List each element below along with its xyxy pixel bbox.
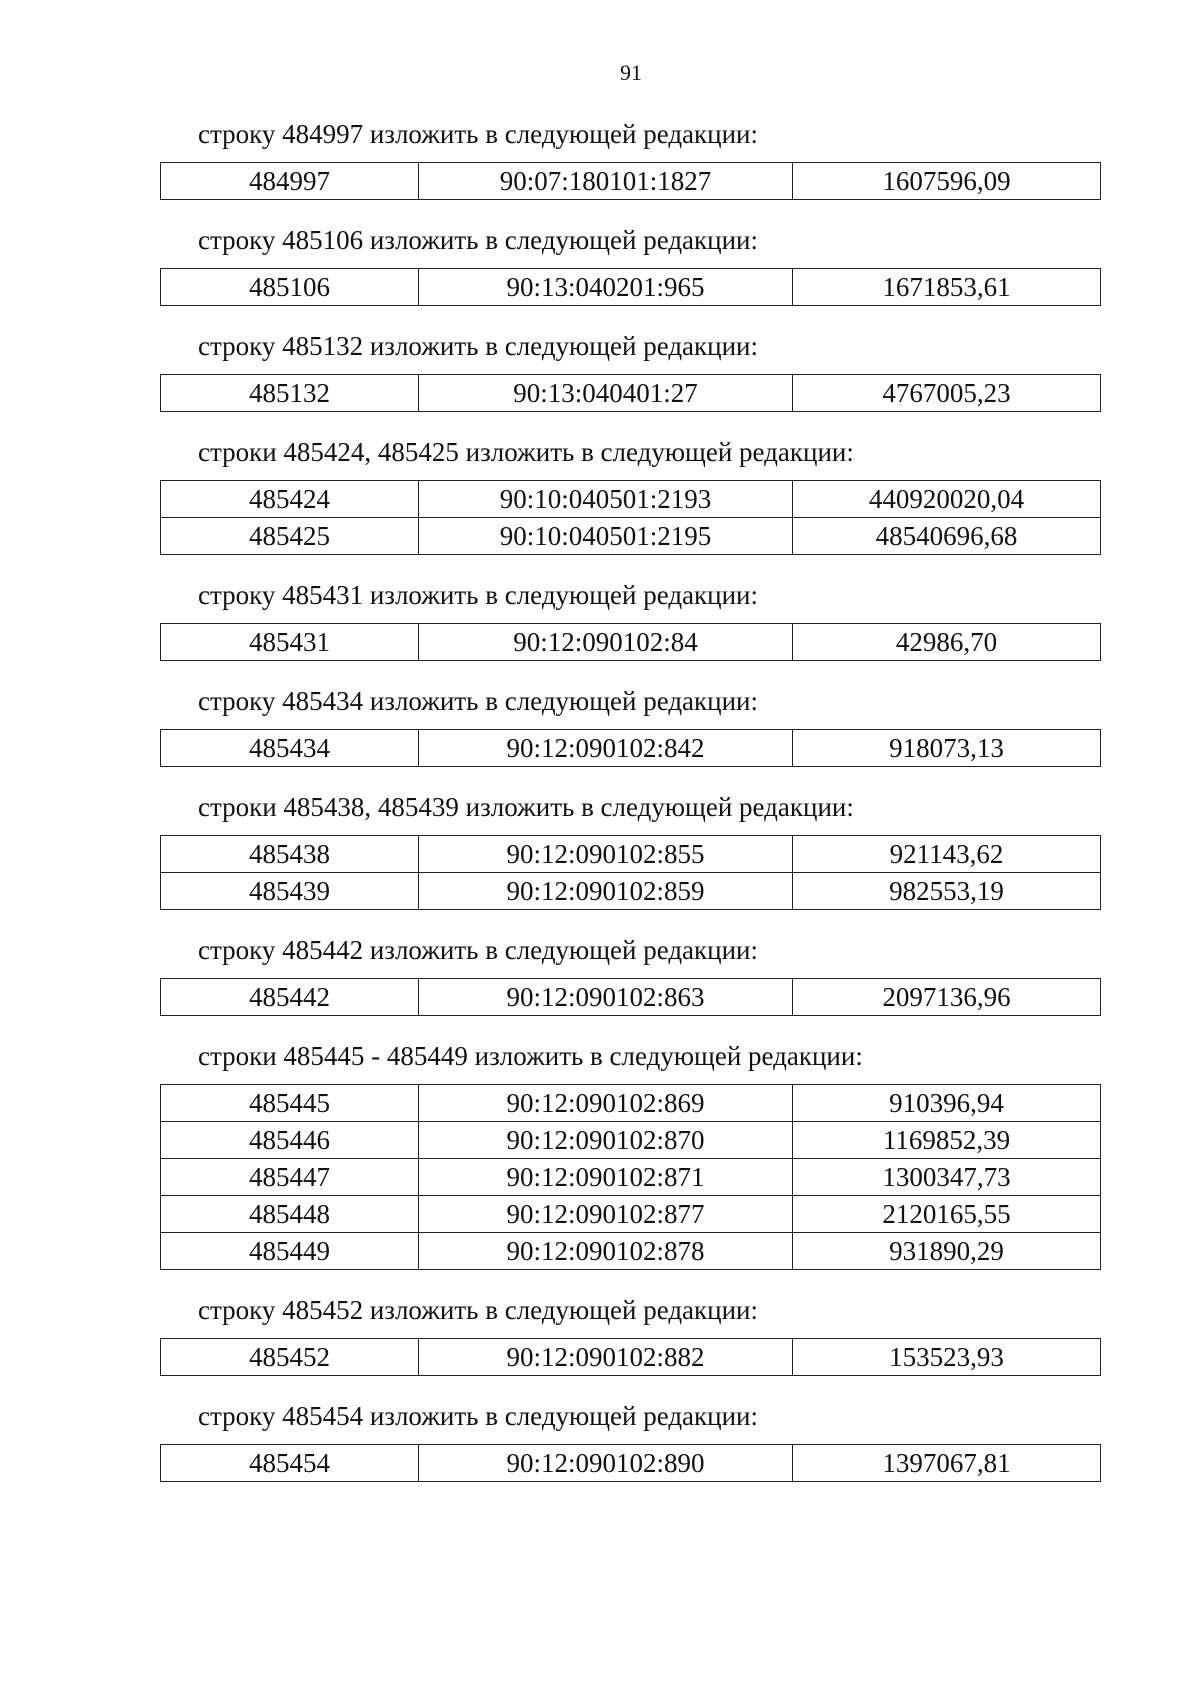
section-heading: строку 485132 изложить в следующей редакции: [198, 331, 759, 361]
table-row [161, 1233, 1101, 1270]
table-row [161, 979, 1101, 1016]
value-cell: 440920020,04 [793, 481, 1101, 518]
section-heading: строку 485434 изложить в следующей редакции: [198, 686, 759, 716]
row-number-cell: 485454 [161, 1445, 419, 1482]
table-row [161, 1159, 1101, 1196]
table-row [161, 873, 1101, 910]
cadastral-number-cell: 90:12:090102:863 [419, 979, 793, 1016]
table-row [161, 163, 1101, 200]
cadastral-number-cell: 90:12:090102:84 [419, 624, 793, 661]
section-heading: строки 485424, 485425 изложить в следующей редакции: [198, 437, 854, 467]
row-number-cell: 485448 [161, 1196, 419, 1233]
edit-table [160, 623, 1101, 661]
cadastral-number-cell: 90:12:090102:842 [419, 730, 793, 767]
section-heading: строку 485106 изложить в следующей редакции: [198, 225, 759, 255]
value-cell: 910396,94 [793, 1085, 1101, 1122]
page-number: 91 [620, 60, 642, 85]
table-row [161, 375, 1101, 412]
row-number-cell: 485431 [161, 624, 419, 661]
edit-table [160, 374, 1101, 412]
value-cell: 4767005,23 [793, 375, 1101, 412]
row-number-cell: 485447 [161, 1159, 419, 1196]
cadastral-number-cell: 90:13:040401:27 [419, 375, 793, 412]
value-cell: 1397067,81 [793, 1445, 1101, 1482]
edit-table [160, 729, 1101, 767]
value-cell: 153523,93 [793, 1339, 1101, 1376]
section-heading: строку 485442 изложить в следующей редакции: [198, 935, 759, 965]
row-number-cell: 485449 [161, 1233, 419, 1270]
section-heading: строку 485454 изложить в следующей редакции: [198, 1401, 759, 1431]
table-row [161, 1339, 1101, 1376]
cadastral-number-cell: 90:13:040201:965 [419, 269, 793, 306]
section-heading: строку 485452 изложить в следующей редакции: [198, 1295, 759, 1325]
edit-table [160, 268, 1101, 306]
edit-table [160, 162, 1101, 200]
section-heading: строку 485431 изложить в следующей редакции: [198, 580, 759, 610]
table-row [161, 1122, 1101, 1159]
value-cell: 921143,62 [793, 836, 1101, 873]
row-number-cell: 485132 [161, 375, 419, 412]
row-number-cell: 485445 [161, 1085, 419, 1122]
row-number-cell: 485424 [161, 481, 419, 518]
table-row [161, 836, 1101, 873]
row-number-cell: 485446 [161, 1122, 419, 1159]
table-row [161, 1085, 1101, 1122]
value-cell: 2097136,96 [793, 979, 1101, 1016]
cadastral-number-cell: 90:12:090102:869 [419, 1085, 793, 1122]
row-number-cell: 485439 [161, 873, 419, 910]
row-number-cell: 485438 [161, 836, 419, 873]
cadastral-number-cell: 90:12:090102:870 [419, 1122, 793, 1159]
cadastral-number-cell: 90:10:040501:2193 [419, 481, 793, 518]
edit-table [160, 480, 1101, 555]
value-cell: 1300347,73 [793, 1159, 1101, 1196]
value-cell: 982553,19 [793, 873, 1101, 910]
section-heading: строки 485445 - 485449 изложить в следующей редакции: [198, 1041, 863, 1071]
value-cell: 1169852,39 [793, 1122, 1101, 1159]
table-row [161, 518, 1101, 555]
row-number-cell: 485106 [161, 269, 419, 306]
table-row [161, 1445, 1101, 1482]
table-row [161, 481, 1101, 518]
cadastral-number-cell: 90:12:090102:882 [419, 1339, 793, 1376]
table-row [161, 624, 1101, 661]
value-cell: 931890,29 [793, 1233, 1101, 1270]
table-row [161, 1196, 1101, 1233]
value-cell: 42986,70 [793, 624, 1101, 661]
cadastral-number-cell: 90:12:090102:877 [419, 1196, 793, 1233]
value-cell: 1607596,09 [793, 163, 1101, 200]
row-number-cell: 485452 [161, 1339, 419, 1376]
row-number-cell: 485425 [161, 518, 419, 555]
edit-table [160, 1338, 1101, 1376]
cadastral-number-cell: 90:12:090102:859 [419, 873, 793, 910]
cadastral-number-cell: 90:12:090102:871 [419, 1159, 793, 1196]
value-cell: 918073,13 [793, 730, 1101, 767]
value-cell: 2120165,55 [793, 1196, 1101, 1233]
row-number-cell: 485442 [161, 979, 419, 1016]
section-heading: строки 485438, 485439 изложить в следующей редакции: [198, 792, 854, 822]
value-cell: 48540696,68 [793, 518, 1101, 555]
cadastral-number-cell: 90:12:090102:890 [419, 1445, 793, 1482]
document-body [160, 114, 1100, 1502]
value-cell: 1671853,61 [793, 269, 1101, 306]
cadastral-number-cell: 90:10:040501:2195 [419, 518, 793, 555]
cadastral-number-cell: 90:12:090102:855 [419, 836, 793, 873]
cadastral-number-cell: 90:12:090102:878 [419, 1233, 793, 1270]
row-number-cell: 485434 [161, 730, 419, 767]
section-heading: строку 484997 изложить в следующей редакции: [198, 119, 759, 149]
edit-table [160, 978, 1101, 1016]
table-row [161, 730, 1101, 767]
row-number-cell: 484997 [161, 163, 419, 200]
cadastral-number-cell: 90:07:180101:1827 [419, 163, 793, 200]
edit-table [160, 835, 1101, 910]
edit-table [160, 1084, 1101, 1270]
edit-table [160, 1444, 1101, 1482]
table-row [161, 269, 1101, 306]
